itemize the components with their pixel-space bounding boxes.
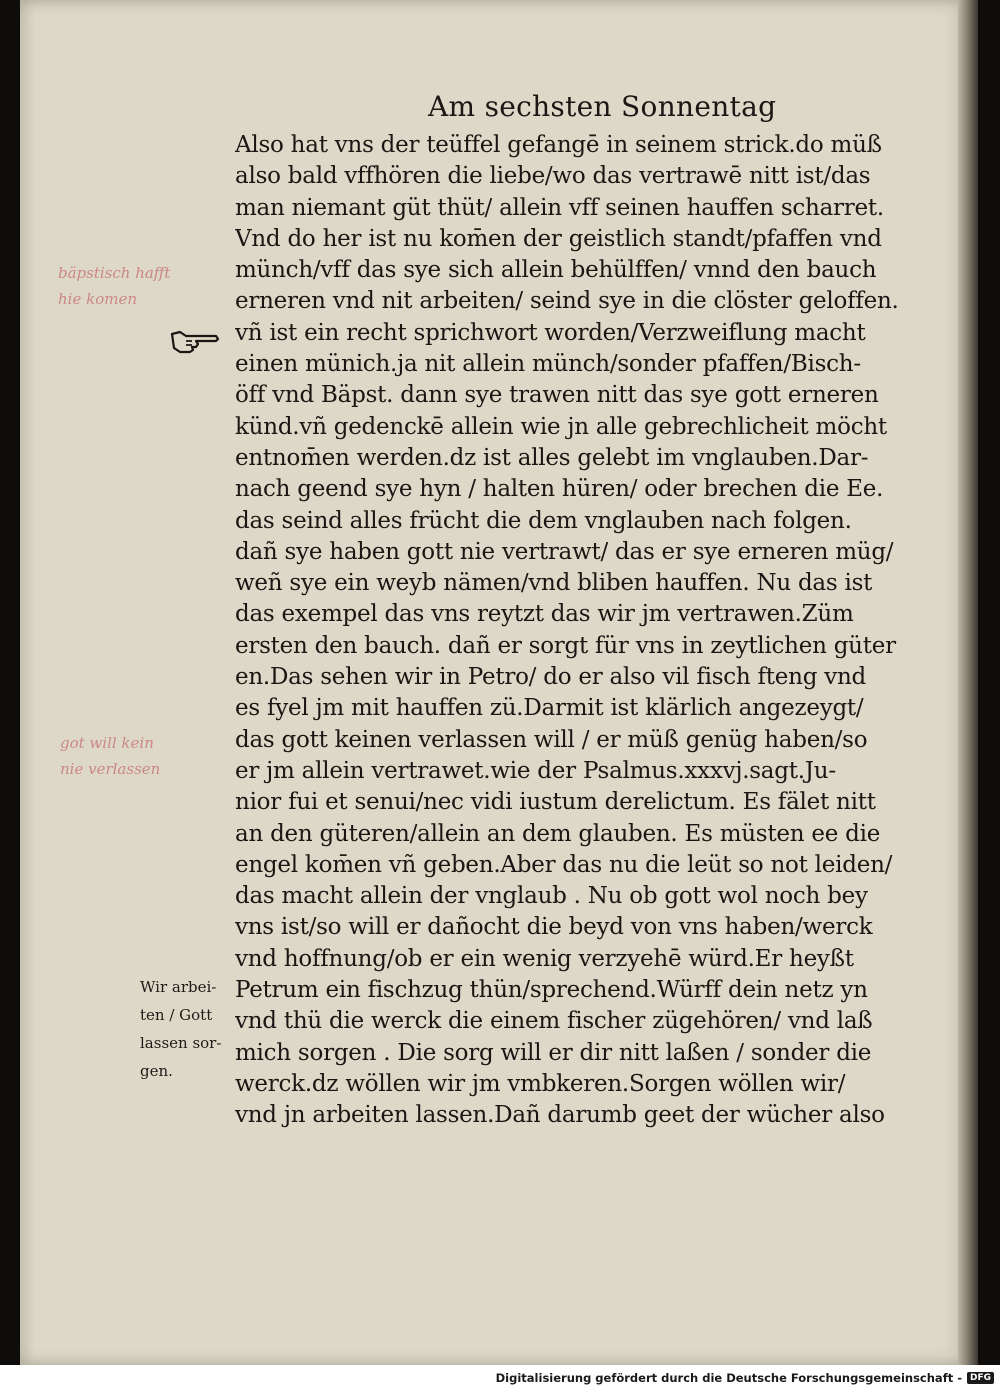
text-line: nior fui et senui/nec vidi iustum derelictum. Es fälet nitt (235, 789, 876, 816)
text-line: vnd hoffnung/ob er ein wenig verzyehē würd.Er heyßt (235, 945, 854, 972)
marginal-note-line: lassen sor- (140, 1034, 222, 1052)
text-line: er jm allein vertrawet.wie der Psalmus.xxxvj.sagt.Ju- (235, 757, 836, 784)
text-line: das exempel das vns reytzt das wir jm vertrawen.Züm (235, 601, 854, 628)
text-line: das macht allein der vnglaub . Nu ob gott wol noch bey (235, 883, 868, 910)
page-edge-shadow (958, 0, 978, 1365)
handwritten-note-line: hie komen (58, 290, 137, 308)
text-line: nach geend sye hyn / halten hüren/ oder brechen die Ee. (235, 476, 884, 503)
text-line: an den güteren/allein an dem glauben. Es müsten ee die (235, 820, 881, 847)
text-line: vns ist/so will er dañocht die beyd von vns haben/werck (235, 914, 873, 941)
text-line: Vnd do her ist nu kom̄en der geistlich standt/pfaffen vnd (235, 225, 882, 252)
text-line: man niemant güt thüt/ allein vff seinen hauffen scharret. (235, 194, 884, 221)
marginal-note-line: ten / Gott (140, 1006, 213, 1024)
marginal-note-line: Wir arbei- (140, 978, 217, 996)
text-line: öff vnd Bäpst. dann sye trawen nitt das sye gott erneren (235, 382, 879, 409)
dfg-logo-icon: DFG (967, 1372, 994, 1384)
text-line: das gott keinen verlassen will / er müß genüg haben/so (235, 726, 868, 753)
pointing-hand-icon (170, 328, 220, 354)
text-line: entnom̄en werden.dz ist alles gelebt im vnglauben.Dar- (235, 444, 869, 471)
handwritten-note-line: nie verlassen (60, 760, 161, 778)
handwritten-note-line: got will kein (60, 734, 154, 752)
text-line: künd.vñ gedenckē allein wie jn alle gebrechlicheit möcht (235, 413, 887, 440)
text-line: vnd jn arbeiten lassen.Dañ darumb geet der wücher also (235, 1102, 885, 1129)
main-text-block (235, 130, 940, 1132)
text-line: ersten den bauch. dañ er sorgt für vns in zeytlichen güter (235, 632, 896, 659)
printed-marginal-note (140, 973, 221, 1085)
text-line: Petrum ein fischzug thün/sprechend.Würff dein netz yn (235, 977, 868, 1004)
text-line: en.Das sehen wir in Petro/ do er also vil fisch fteng vnd (235, 664, 867, 691)
text-line: erneren vnd nit arbeiten/ seind sye in die clöster geloffen. (235, 288, 899, 315)
digitization-footer (496, 1369, 994, 1387)
handwritten-note-line: bäpstisch hafft (58, 264, 171, 282)
text-line: vnd thü die werck die einem fischer zügehören/ vnd laß (235, 1008, 873, 1035)
text-line: also bald vffhören die liebe/wo das vertrawē nitt ist/das (235, 163, 871, 190)
footer-credit-text: Digitalisierung gefördert durch die Deutsche Forschungsgemeinschaft - (495, 1371, 962, 1385)
text-line: einen münich.ja nit allein münch/sonder pfaffen/Bisch- (235, 351, 861, 378)
marginal-note-line: gen. (140, 1062, 173, 1080)
text-line: weñ sye ein weyb nämen/vnd bliben hauffen. Nu das ist (235, 570, 873, 597)
page-heading: Am sechsten Sonnentag (428, 90, 777, 123)
text-line: werck.dz wöllen wir jm vmbkeren.Sorgen wöllen wir/ (235, 1070, 846, 1097)
text-line: dañ sye haben gott nie vertrawt/ das er sye erneren müg/ (235, 538, 894, 565)
text-line: das seind alles frücht die dem vnglauben nach folgen. (235, 507, 852, 534)
text-line: mich sorgen . Die sorg will er dir nitt laßen / sonder die (235, 1039, 872, 1066)
text-line: engel kom̄en vñ geben.Aber das nu die leüt so not leiden/ (235, 851, 893, 878)
text-line: vñ ist ein recht sprichwort worden/Verzweiflung macht (235, 319, 866, 346)
handwritten-marginal-note-1 (58, 260, 170, 312)
handwritten-marginal-note-2 (60, 730, 160, 782)
text-line: es fyel jm mit hauffen zü.Darmit ist klärlich angezeygt/ (235, 695, 864, 722)
text-line: Also hat vns der teüffel gefangē in seinem strick.do müß (235, 132, 882, 158)
text-line: münch/vff das sye sich allein behülffen/ vnnd den bauch (235, 257, 877, 284)
